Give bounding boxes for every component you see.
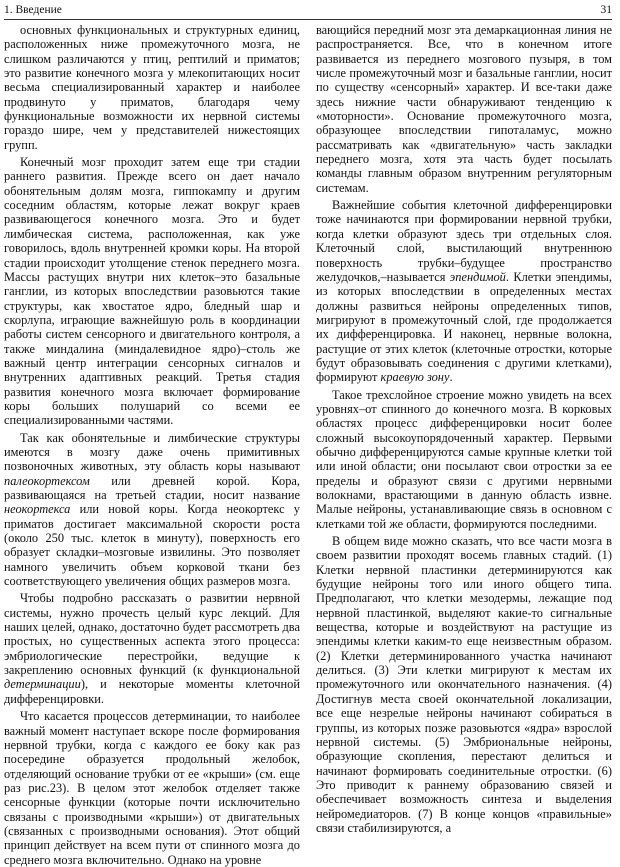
paragraph-text: . (449, 370, 453, 385)
chapter-title: 1. Введение (4, 4, 62, 16)
paragraph-text: Что касается процессов детерминации, то наиболее важный момент наступает вскоре после формирования нервной трубки, когда с каждого ее боку как раз посередине образуется продольный желобок, отделяющий основание трубки от ее «крыши» (см. еще раз рис.23). В целом этот желобок отделяет также сенсорные функции (которые почти исключительно связаны с производными «крыши») от двигательных (связанных с производными основания). Этот общий принцип действует на всем пути от спинного мозга до среднего мозга включительно. Однако на уровне (4, 709, 300, 867)
italic-term: детерминации (4, 677, 81, 692)
paragraph (4, 431, 300, 589)
paragraph-text: или древней корой. Кора, развивающаяся на третьей стадии, носит название (4, 473, 300, 502)
italic-term: неокортекса (4, 502, 71, 517)
paragraph (316, 23, 612, 195)
paragraph (316, 534, 612, 835)
paragraph-text: Конечный мозг проходит затем еще три стадии раннего развития. Прежде всего он дает начало обонятельным долям мозга, гиппокампу и другим соседним областям, которые лежат вокруг краев развивающегося конечного мозга. Это и будет лимбическая система, расположенная, как уже говорилось, вдоль внутренней кромки коры. На второй стадии происходит утолщение стенок переднего мозга. Массы растущих внутри них клеток–это базальные ганглии, из которых впоследствии разовьются такие структуры, как хвостатое ядро, бледный шар и скорлупа, играющие важнейшую роль в координации работы систем сенсорного и двигательного контроля, а также миндалина (миндалевидное ядро)–столь же важный центр интеграции сенсорных сигналов и внутренних адаптивных реакций. Третья стадия развития конечного мозга включает формирование коры больших полушарий со всеми ее специализированными частями. (4, 155, 300, 428)
paragraph-text: . Клетки эпендимы, из которых впоследствии в определенных местах должны развиться нейроны определенных типов, мигрируют в промежуточный слой, где продолжается их дифференцировка. И наконец, нервные волокна, растущие от этих клеток (клеточные отростки, которые будут образовывать соединения с другими клетками), формируют (316, 269, 612, 385)
italic-term: палеокортексом (4, 473, 90, 488)
paragraph-text: вающийся передний мозг эта демаркационная линия не распространяется. Все, что в конечном итоге развивается из переднего мозгового пузыря, в том числе промежуточный мозг и базальные ганглии, носит по существу «сенсорный» характер. И все-таки даже здесь нижние части обнаруживают тенденцию к «моторности». Основание промежуточного мозга, образующее впоследствии гипоталамус, можно рассматривать как «двигательную» часть закладки переднего мозга, хотя эта часть будет посылать команды главным образом внутренним регуляторным системам. (316, 23, 612, 195)
paragraph-text: Чтобы подробно рассказать о развитии нервной системы, нужно прочесть целый курс лекций. Для наших целей, однако, достаточно будет рассмотреть два простых, но существенных аспекта этого процесса: эмбриологические перестройки, ведущие к закреплению основных функций (к функциональной (4, 591, 300, 678)
header-rule (4, 19, 612, 20)
paragraph (4, 591, 300, 706)
paragraph-text: Так как обонятельные и лимбические структуры имеются в мозгу даже очень примитивных позвоночных животных, эту область коры называют (4, 430, 300, 474)
page-number: 31 (600, 4, 612, 16)
paragraph-text: ), и некоторые моменты клеточной дифференцировки. (4, 677, 300, 706)
paragraph-text: Такое трехслойное строение можно увидеть на всех уровнях–от спинного до конечного мозга. В корковых областях процесс дифференцировки носит более сложный высокоупорядоченный характер. Первыми обычно дифференцируются самые крупные клетки той или иной области; они посылают свои отростки за ее пределы и образуют связи с другими нервными волокнами, врастающими в данную область извне. Малые нейроны, устанавливающие связь в основном с клетками той же области, формируются последними. (316, 387, 612, 531)
paragraph-text: основных функциональных и структурных единиц, расположенных ниже промежуточного мозга, не слишком различаются у птиц, рептилий и приматов; это развитие конечного мозга у млекопитающих носит весьма специализированный характер и наиболее продвинуто у приматов, благодаря чему функциональные возможности их нервной системы гораздо шире, чем у представителей нижестоящих групп. (4, 23, 300, 152)
italic-term: эпендимой (449, 269, 506, 284)
left-column (4, 23, 300, 867)
paragraph-text: В общем виде можно сказать, что все части мозга в своем развитии проходят восемь главных стадий. (1) Клетки нервной пластинки детерминируются как будущие нейроны того или иного общего типа. Предполагают, что клетки мезодермы, лежащие под нервной пластинкой, выделяют какие-то сигнальные вещества, которые и воздействуют на растущие из эпендимы клетки каким-то еще неизвестным образом. (2) Клетки детерминированного участка начинают делиться. (3) Эти клетки мигрируют к местам их промежуточного или окончательного назначения. (4) Достигнув места своей окончательной локализации, все еще незрелые нейроны начинают собираться в группы, из которых позже разовьются «ядра» взрослой нервной системы. (5) Эмбриональные нейроны, образующие скопления, перестают делиться и начинают формировать соединительные отростки. (6) Это приводит к раннему образованию связей и обеспечивает возможность синтеза и выделения нейромедиаторов. (7) В конце концов «правильные» связи стабилизируются, а (316, 534, 612, 835)
paragraph (4, 155, 300, 428)
running-header (4, 4, 612, 18)
right-column (316, 23, 612, 835)
paragraph (316, 198, 612, 384)
paragraph (4, 709, 300, 867)
italic-term: краевую зону (380, 370, 450, 385)
paragraph-text: или новой коры. Когда неокортекс у приматов достигает максимальной скорости роста (около 250 тыс. клеток в минуту), поверхность его образует складки–мозговые извилины. Это позволяет намного увеличить объем корковой ткани без соответствующего увеличения общих размеров мозга. (4, 502, 300, 589)
paragraph (316, 388, 612, 531)
paragraph (4, 23, 300, 152)
paragraph-text: Важнейшие события клеточной дифференцировки тоже начинаются при формировании нервной трубки, когда клетки образуют здесь три отдельных слоя. Клеточный слой, выстилающий внутреннюю поверхность трубки–будущее пространство желудочков,–называется (316, 198, 612, 284)
